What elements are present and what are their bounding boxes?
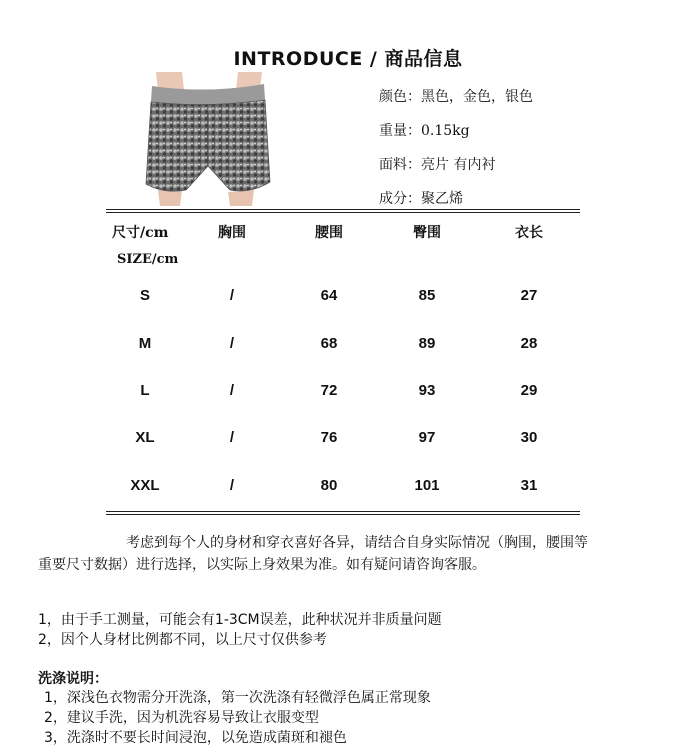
waist-cell: 68 bbox=[320, 335, 338, 352]
chest-cell: / bbox=[229, 429, 235, 446]
spec-color: 颜色：黑色，金色，银色 bbox=[379, 89, 533, 105]
waist-cell: 80 bbox=[320, 477, 338, 494]
table-top-rule bbox=[106, 209, 580, 210]
length-cell: 28 bbox=[520, 335, 538, 352]
size-cell: L bbox=[140, 382, 150, 399]
spec-weight: 重量：0.15kg bbox=[379, 123, 470, 139]
length-cell: 31 bbox=[520, 477, 538, 494]
hip-cell: 93 bbox=[418, 382, 436, 399]
wash-title: 洗涤说明： bbox=[38, 671, 108, 687]
hip-cell: 89 bbox=[418, 335, 436, 352]
waist-cell: 76 bbox=[320, 429, 338, 446]
header-length: 衣长 bbox=[515, 225, 543, 241]
length-cell: 30 bbox=[520, 429, 538, 446]
chest-cell: / bbox=[229, 477, 235, 494]
wash-list bbox=[44, 688, 431, 748]
header-chest: 胸围 bbox=[218, 225, 246, 241]
chest-cell: / bbox=[229, 287, 235, 304]
list-item: 2，因个人身材比例都不同，以上尺寸仅供参考 bbox=[38, 632, 327, 648]
measure-notes bbox=[38, 610, 442, 650]
size-note-line: 考虑到每个人的身材和穿衣喜好各异，请结合自身实际情况（胸围，腰围等 bbox=[126, 535, 588, 551]
waist-cell: 64 bbox=[320, 287, 338, 304]
header-size: 尺寸/cm bbox=[112, 225, 169, 241]
header-size-en: SIZE/cm bbox=[117, 252, 179, 267]
chest-cell: / bbox=[229, 382, 235, 399]
page-title: INTRODUCE / 商品信息 bbox=[233, 48, 463, 70]
size-cell: XXL bbox=[130, 477, 160, 494]
length-cell: 29 bbox=[520, 382, 538, 399]
header-waist: 腰围 bbox=[315, 225, 343, 241]
size-cell: M bbox=[138, 335, 152, 352]
list-item: 3，洗涤时不要长时间浸泡，以免造成菌斑和褪色 bbox=[44, 730, 347, 746]
table-bottom-rule bbox=[106, 514, 580, 515]
hip-cell: 101 bbox=[414, 477, 440, 494]
size-note bbox=[38, 532, 658, 576]
chest-cell: / bbox=[229, 335, 235, 352]
list-item: 2，建议手洗，因为机洗容易导致让衣服变型 bbox=[44, 710, 319, 726]
header-hip: 臀围 bbox=[413, 225, 441, 241]
size-cell: XL bbox=[135, 429, 155, 446]
hip-cell: 85 bbox=[418, 287, 436, 304]
size-note-line: 重要尺寸数据）进行选择，以实际上身效果为准。如有疑问请咨询客服。 bbox=[38, 557, 486, 573]
table-bottom-rule bbox=[106, 511, 580, 512]
table-top-rule bbox=[106, 212, 580, 213]
hip-cell: 97 bbox=[418, 429, 436, 446]
length-cell: 27 bbox=[520, 287, 538, 304]
product-specs bbox=[379, 86, 533, 222]
list-item: 1，深浅色衣物需分开洗涤，第一次洗涤有轻微浮色属正常现象 bbox=[44, 690, 431, 706]
waist-cell: 72 bbox=[320, 382, 338, 399]
spec-fabric: 面料：亮片 有内衬 bbox=[379, 157, 496, 173]
list-item: 1，由于手工测量，可能会有1-3CM误差，此种状况并非质量问题 bbox=[38, 612, 442, 628]
size-cell: S bbox=[139, 287, 150, 304]
spec-composition: 成分：聚乙烯 bbox=[379, 191, 463, 207]
product-photo bbox=[138, 72, 274, 206]
